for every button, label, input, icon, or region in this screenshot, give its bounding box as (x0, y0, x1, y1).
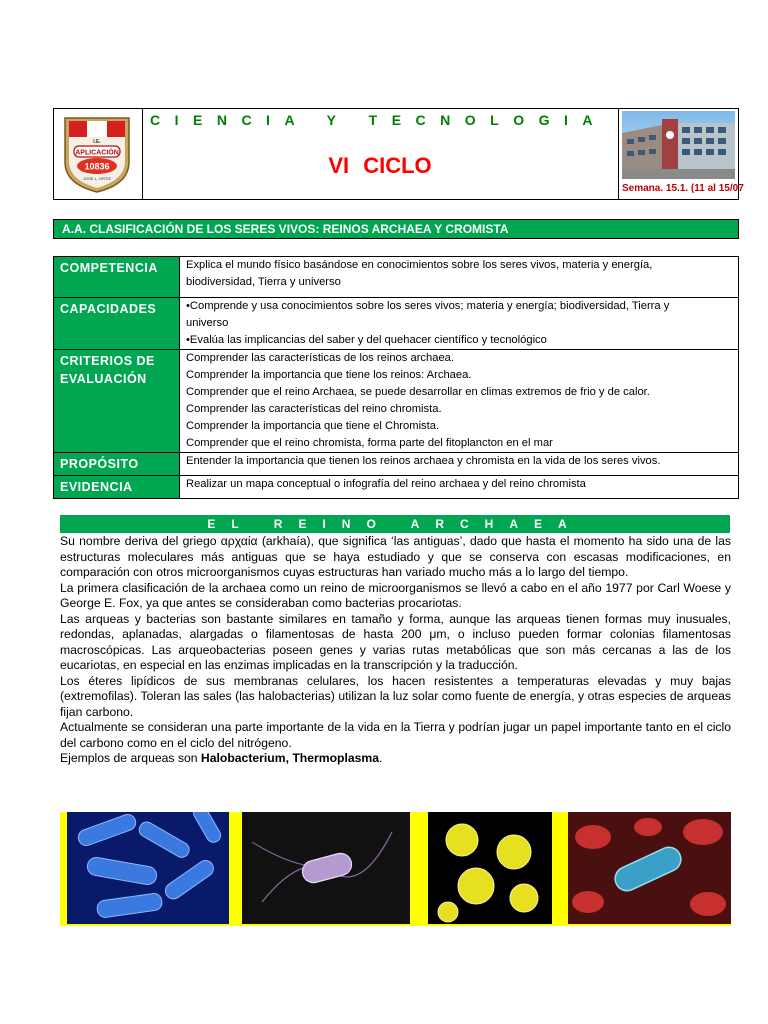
logo-number-text: 10836 (84, 161, 110, 172)
archaea-body-text (60, 534, 731, 767)
school-image-cell (618, 109, 744, 199)
logo-top-text: I.E. (93, 139, 101, 145)
table-row (54, 476, 739, 499)
school-shield-logo (62, 112, 132, 194)
table-row (54, 298, 739, 350)
blue-rod-bacteria-image (67, 812, 229, 924)
title-cell (142, 109, 619, 199)
row-value: Comprender las características de los reinos archaea. Comprender la importancia que tiene los reinos: Archaea. Comprender que el reino Archaea, se puede desarrollar en climas extremos de frio y de calor. Comprender las características del reino chromista. Comprender la importancia que tiene el Chromista. Comprender que el reino chromista, forma parte del fitoplancton en el mar (180, 350, 739, 453)
paragraph: Actualmente se consideran una parte importante de la vida en la Tierra y podrían jugar un papel importante tanto en el ciclo del carbono como en el ciclo del nitrógeno. (60, 720, 731, 750)
logo-cell (54, 109, 143, 199)
row-label: EVIDENCIA (54, 476, 180, 499)
row-value: Explica el mundo físico basándose en conocimientos sobre los seres vivos, materia y energía, biodiversidad, Tierra y universo (180, 257, 739, 298)
examples-line: Ejemplos de arqueas son Halobacterium, Thermoplasma. (60, 751, 383, 765)
logo-bottom-text: JOSE L. ORTIZ (83, 176, 111, 181)
course-title: CIENCIA Y TECNOLOGIA (150, 112, 607, 128)
paragraph: Los éteres lipídicos de sus membranas celulares, los hacen resistentes a temperaturas elevadas y muy bajas (extremofilas). Toleran las sales (las halobacterias) utilizan la luz solar como fuente de energía, y otras especies de arqueas fijan carbono. (60, 673, 731, 719)
section-heading-archaea: EL REINO ARCHAEA (60, 515, 730, 533)
row-value: •Comprende y usa conocimientos sobre los seres vivos; materia y energía; biodiversidad, Tierra y universo •Evalúa las implicancias del saber y del quehacer científico y tecnológico (180, 298, 739, 350)
row-label: CAPACIDADES (54, 298, 180, 350)
paragraph: Su nombre deriva del griego αρχαία (arkhaía), que significa ‘las antiguas’, dado que hasta el momento ha sido una de las estructuras moleculares más antiguas que se haya estudiado y que se conserva con escasas modificaciones, en comparación con otros microorganismos cuyas estructuras han variado mucho más a lo largo del tiempo. (60, 534, 731, 579)
archaea-image-strip (60, 812, 731, 926)
activity-title-bar: A.A. CLASIFICACIÓN DE LOS SERES VIVOS: REINOS ARCHAEA Y CROMISTA (53, 219, 739, 239)
row-value: Entender la importancia que tienen los reinos archaea y chromista en la vida de los seres vivos. (180, 453, 739, 476)
flagellated-archaea-image (242, 812, 410, 924)
logo-name-text: APLICACIÓN (75, 149, 119, 157)
cycle-title: VI CICLO (328, 153, 432, 178)
row-label: CRITERIOS DE EVALUACIÓN (54, 350, 180, 453)
paragraph: La primera clasificación de la archaea como un reino de microorganismos se llevó a cabo en el año 1977 por Carl Woese y George E. Fox, ya que antes se consideraban como bacterias procariotas. (60, 580, 731, 610)
row-value: Realizar un mapa conceptual o infografía del reino archaea y del reino chromista (180, 476, 739, 499)
competency-table (53, 256, 739, 499)
table-row (54, 350, 739, 453)
bacteria-blood-cells-image (568, 812, 731, 924)
row-label: PROPÓSITO (54, 453, 180, 476)
header-box (53, 108, 744, 200)
row-label: COMPETENCIA (54, 257, 180, 298)
yellow-cocci-image (428, 812, 552, 924)
week-label: Semana. 15.1. (11 al 15/07 (622, 183, 744, 194)
table-row (54, 453, 739, 476)
school-building-image (622, 111, 735, 179)
paragraph: Las arqueas y bacterias son bastante similares en tamaño y forma, aunque las arqueas tienen formas muy inusuales, redondas, aplanadas, alargadas o filamentosas de hasta 200 μm, o incluso pueden formar colonias filamentosas macroscópicas. Las arqueobacterias poseen genes y varias rutas metabólicas que son más cercanas a las de los eucariotas, en especial en las enzimas implicadas en la transcripción y la traducción. (60, 611, 731, 672)
table-row (54, 257, 739, 298)
examples-names: Halobacterium, Thermoplasma (200, 751, 380, 765)
